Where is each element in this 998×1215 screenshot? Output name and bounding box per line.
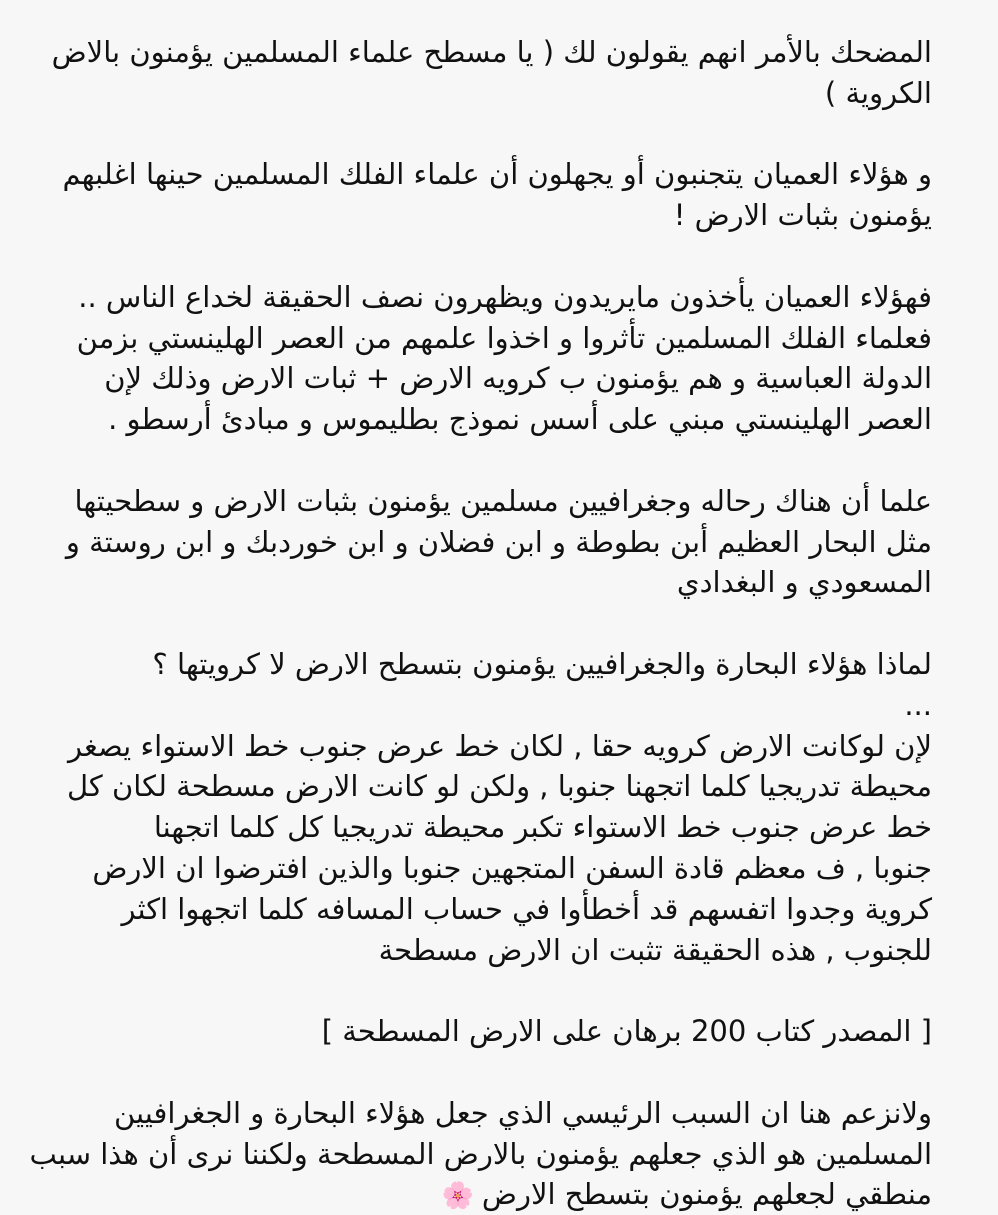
paragraph-2: [62, 154, 932, 236]
text-line: لماذا هؤلاء البحارة والجغرافيين يؤمنون بتسطح الارض لا كرويتها ؟: [152, 646, 932, 681]
paragraph-7: [29, 1093, 932, 1215]
text-line: كروية وجدوا اتفسهم قد أخطأوا في حساب المسافه كلما اتجهوا اكثر: [121, 891, 932, 926]
paragraph-1: [51, 32, 932, 114]
text-line: [ المصدر كتاب 200 برهان على الارض المسطحة ]: [321, 1014, 932, 1049]
paragraph-4: [62, 481, 932, 603]
text-line: محيطة تدريجيا كلما اتجهنا جنوبا , ولكن لو كانت الارض مسطحة لكان كل: [66, 769, 932, 804]
source-citation: [62, 1011, 932, 1052]
text-line: ولانزعم هنا ان السبب الرئيسي الذي جعل هؤلاء البحارة و الجغرافيين: [113, 1095, 932, 1130]
text-line: للجنوب , هذه الحقيقة تثبت ان الارض مسطحة: [378, 932, 932, 967]
text-line: المسلمين هو الذي جعلهم يؤمنون بالارض المسطحة ولكننا نرى أن هذا سبب: [29, 1136, 932, 1171]
cherry-blossom-icon: 🌸: [441, 1181, 474, 1212]
text-line: الدولة العباسية و هم يؤمنون ب كرويه الارض + ثبات الارض وذلك لإن: [104, 361, 932, 396]
text-line: المسعودي و البغدادي: [676, 565, 932, 600]
paragraph-3: [62, 277, 932, 440]
text-line-with-emoji: [62, 1174, 932, 1215]
text-line: العصر الهلينستي مبني على أسس نموذج بطليموس و مبادئ أرسطو .: [108, 402, 932, 437]
text-line: ...: [904, 687, 932, 722]
text-line: فهؤلاء العميان يأخذون مايريدون ويظهرون نصف الحقيقة لخداع الناس ..: [78, 279, 932, 314]
text-line: علما أن هناك رحاله وجغرافيين مسلمين يؤمنون بثبات الارض و سطحيتها: [74, 483, 932, 518]
text-line: مثل البحار العظيم أبن بطوطة و ابن فضلان و ابن خوردبك و ابن روستة و: [65, 524, 932, 559]
text-line: جنوبا , ف معظم قادة السفن المتجهين جنوبا والذين افترضوا ان الارض: [92, 850, 932, 885]
text-line: خط عرض جنوب خط الاستواء تكبر محيطة تدريجيا كل كلما اتجهنا: [153, 810, 932, 845]
text-line: لإن لوكانت الارض كرويه حقا , لكان خط عرض جنوب خط الاستواء يصغر: [68, 728, 932, 763]
text-line: يؤمنون بثبات الارض !: [673, 198, 932, 233]
text-line: المضحك بالأمر انهم يقولون لك ( يا مسطح علماء المسلمين يؤمنون بالاض: [51, 35, 932, 69]
paragraph-5: [62, 644, 932, 970]
text-line: منطقي لجعلهم يؤمنون بتسطح الارض: [481, 1177, 932, 1212]
text-line: فعلماء الفلك المسلمين تأثروا و اخذوا علمهم من العصر الهلينستي بزمن: [76, 320, 932, 355]
text-line: و هؤلاء العميان يتجنبون أو يجهلون أن علماء الفلك المسلمين حينها اغلبهم: [62, 157, 932, 192]
text-line: الكروية ): [824, 75, 932, 110]
